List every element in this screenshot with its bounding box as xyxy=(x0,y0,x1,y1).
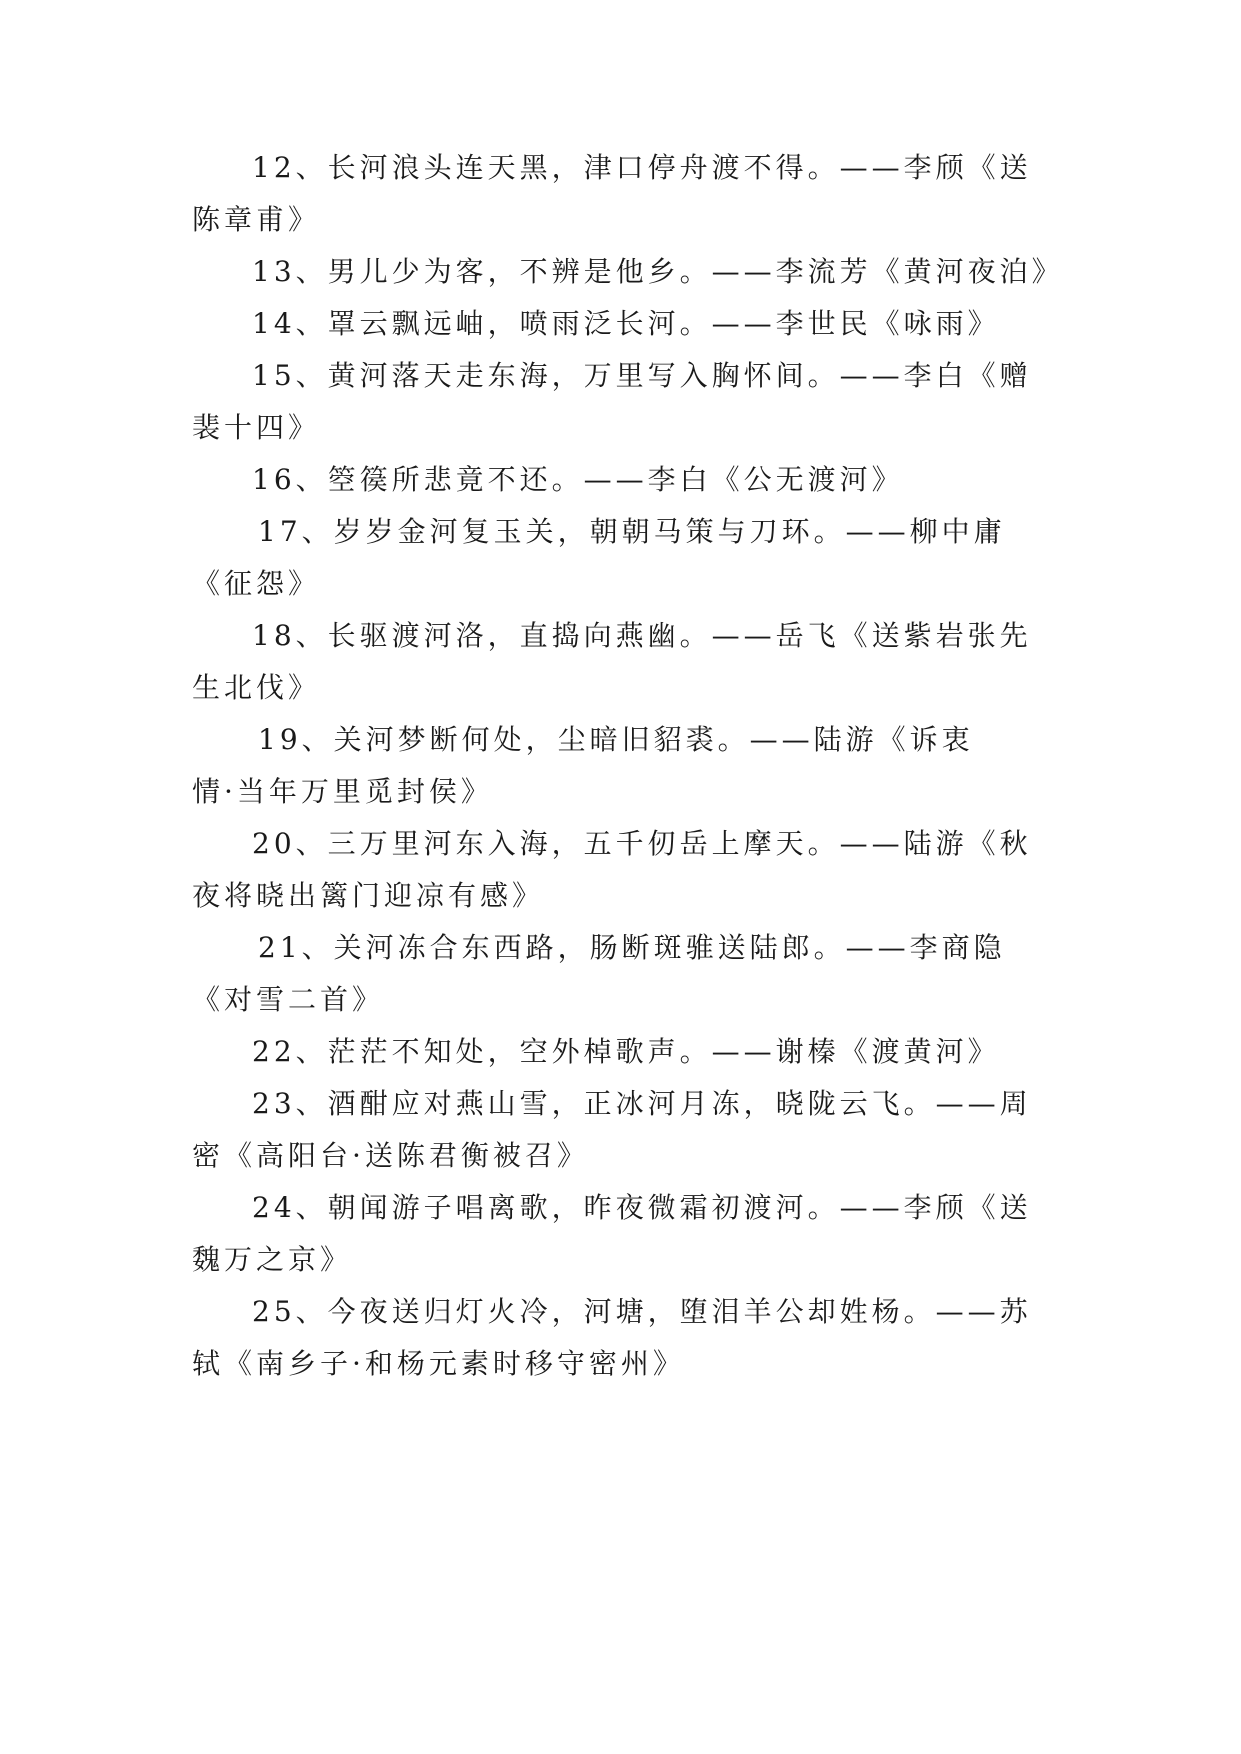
poem-line-20-cont: 夜将晓出篱门迎凉有感》 xyxy=(192,879,545,912)
poem-line-17-cont: 《征怨》 xyxy=(192,567,321,600)
poem-line-22: 22、茫茫不知处，空外棹歌声。——谢榛《渡黄河》 xyxy=(252,1035,1000,1068)
poem-line-18-cont: 生北伐》 xyxy=(192,671,321,704)
poem-line-12: 12、长河浪头连天黑，津口停舟渡不得。——李颀《送 xyxy=(252,151,1032,184)
poem-line-16: 16、箜篌所悲竟不还。——李白《公无渡河》 xyxy=(252,463,904,496)
poem-line-25-cont: 轼《南乡子·和杨元素时移守密州》 xyxy=(192,1347,685,1380)
poem-line-12-cont: 陈章甫》 xyxy=(192,203,321,236)
poem-line-24: 24、朝闻游子唱离歌，昨夜微霜初渡河。——李颀《送 xyxy=(252,1191,1032,1224)
poem-line-24-cont: 魏万之京》 xyxy=(192,1243,353,1276)
poem-line-25: 25、今夜送归灯火冷，河塘，堕泪羊公却姓杨。——苏 xyxy=(252,1295,1032,1328)
poem-line-23-cont: 密《高阳台·送陈君衡被召》 xyxy=(192,1139,589,1172)
poem-line-18: 18、长驱渡河洛，直捣向燕幽。——岳飞《送紫岩张先 xyxy=(252,619,1032,652)
poem-line-21-cont: 《对雪二首》 xyxy=(192,983,385,1016)
poem-line-23: 23、酒酣应对燕山雪，正冰河月冻，晓陇云飞。——周 xyxy=(252,1087,1032,1120)
poem-line-15-cont: 裴十四》 xyxy=(192,411,321,444)
poem-line-20: 20、三万里河东入海，五千仞岳上摩天。——陆游《秋 xyxy=(252,827,1032,860)
poem-line-15: 15、黄河落天走东海，万里写入胸怀间。——李白《赠 xyxy=(252,359,1032,392)
poem-line-17: 17、岁岁金河复玉关，朝朝马策与刀环。——柳中庸 xyxy=(258,515,1006,548)
poem-line-19: 19、关河梦断何处，尘暗旧貂裘。——陆游《诉衷 xyxy=(258,723,974,756)
poem-line-13: 13、男儿少为客，不辨是他乡。——李流芳《黄河夜泊》 xyxy=(252,255,1064,288)
poem-line-19-cont: 情·当年万里觅封侯》 xyxy=(192,775,493,808)
poem-line-21: 21、关河冻合东西路，肠断斑骓送陆郎。——李商隐 xyxy=(258,931,1006,964)
poem-line-14: 14、罩云飘远岫，喷雨泛长河。——李世民《咏雨》 xyxy=(252,307,1000,340)
